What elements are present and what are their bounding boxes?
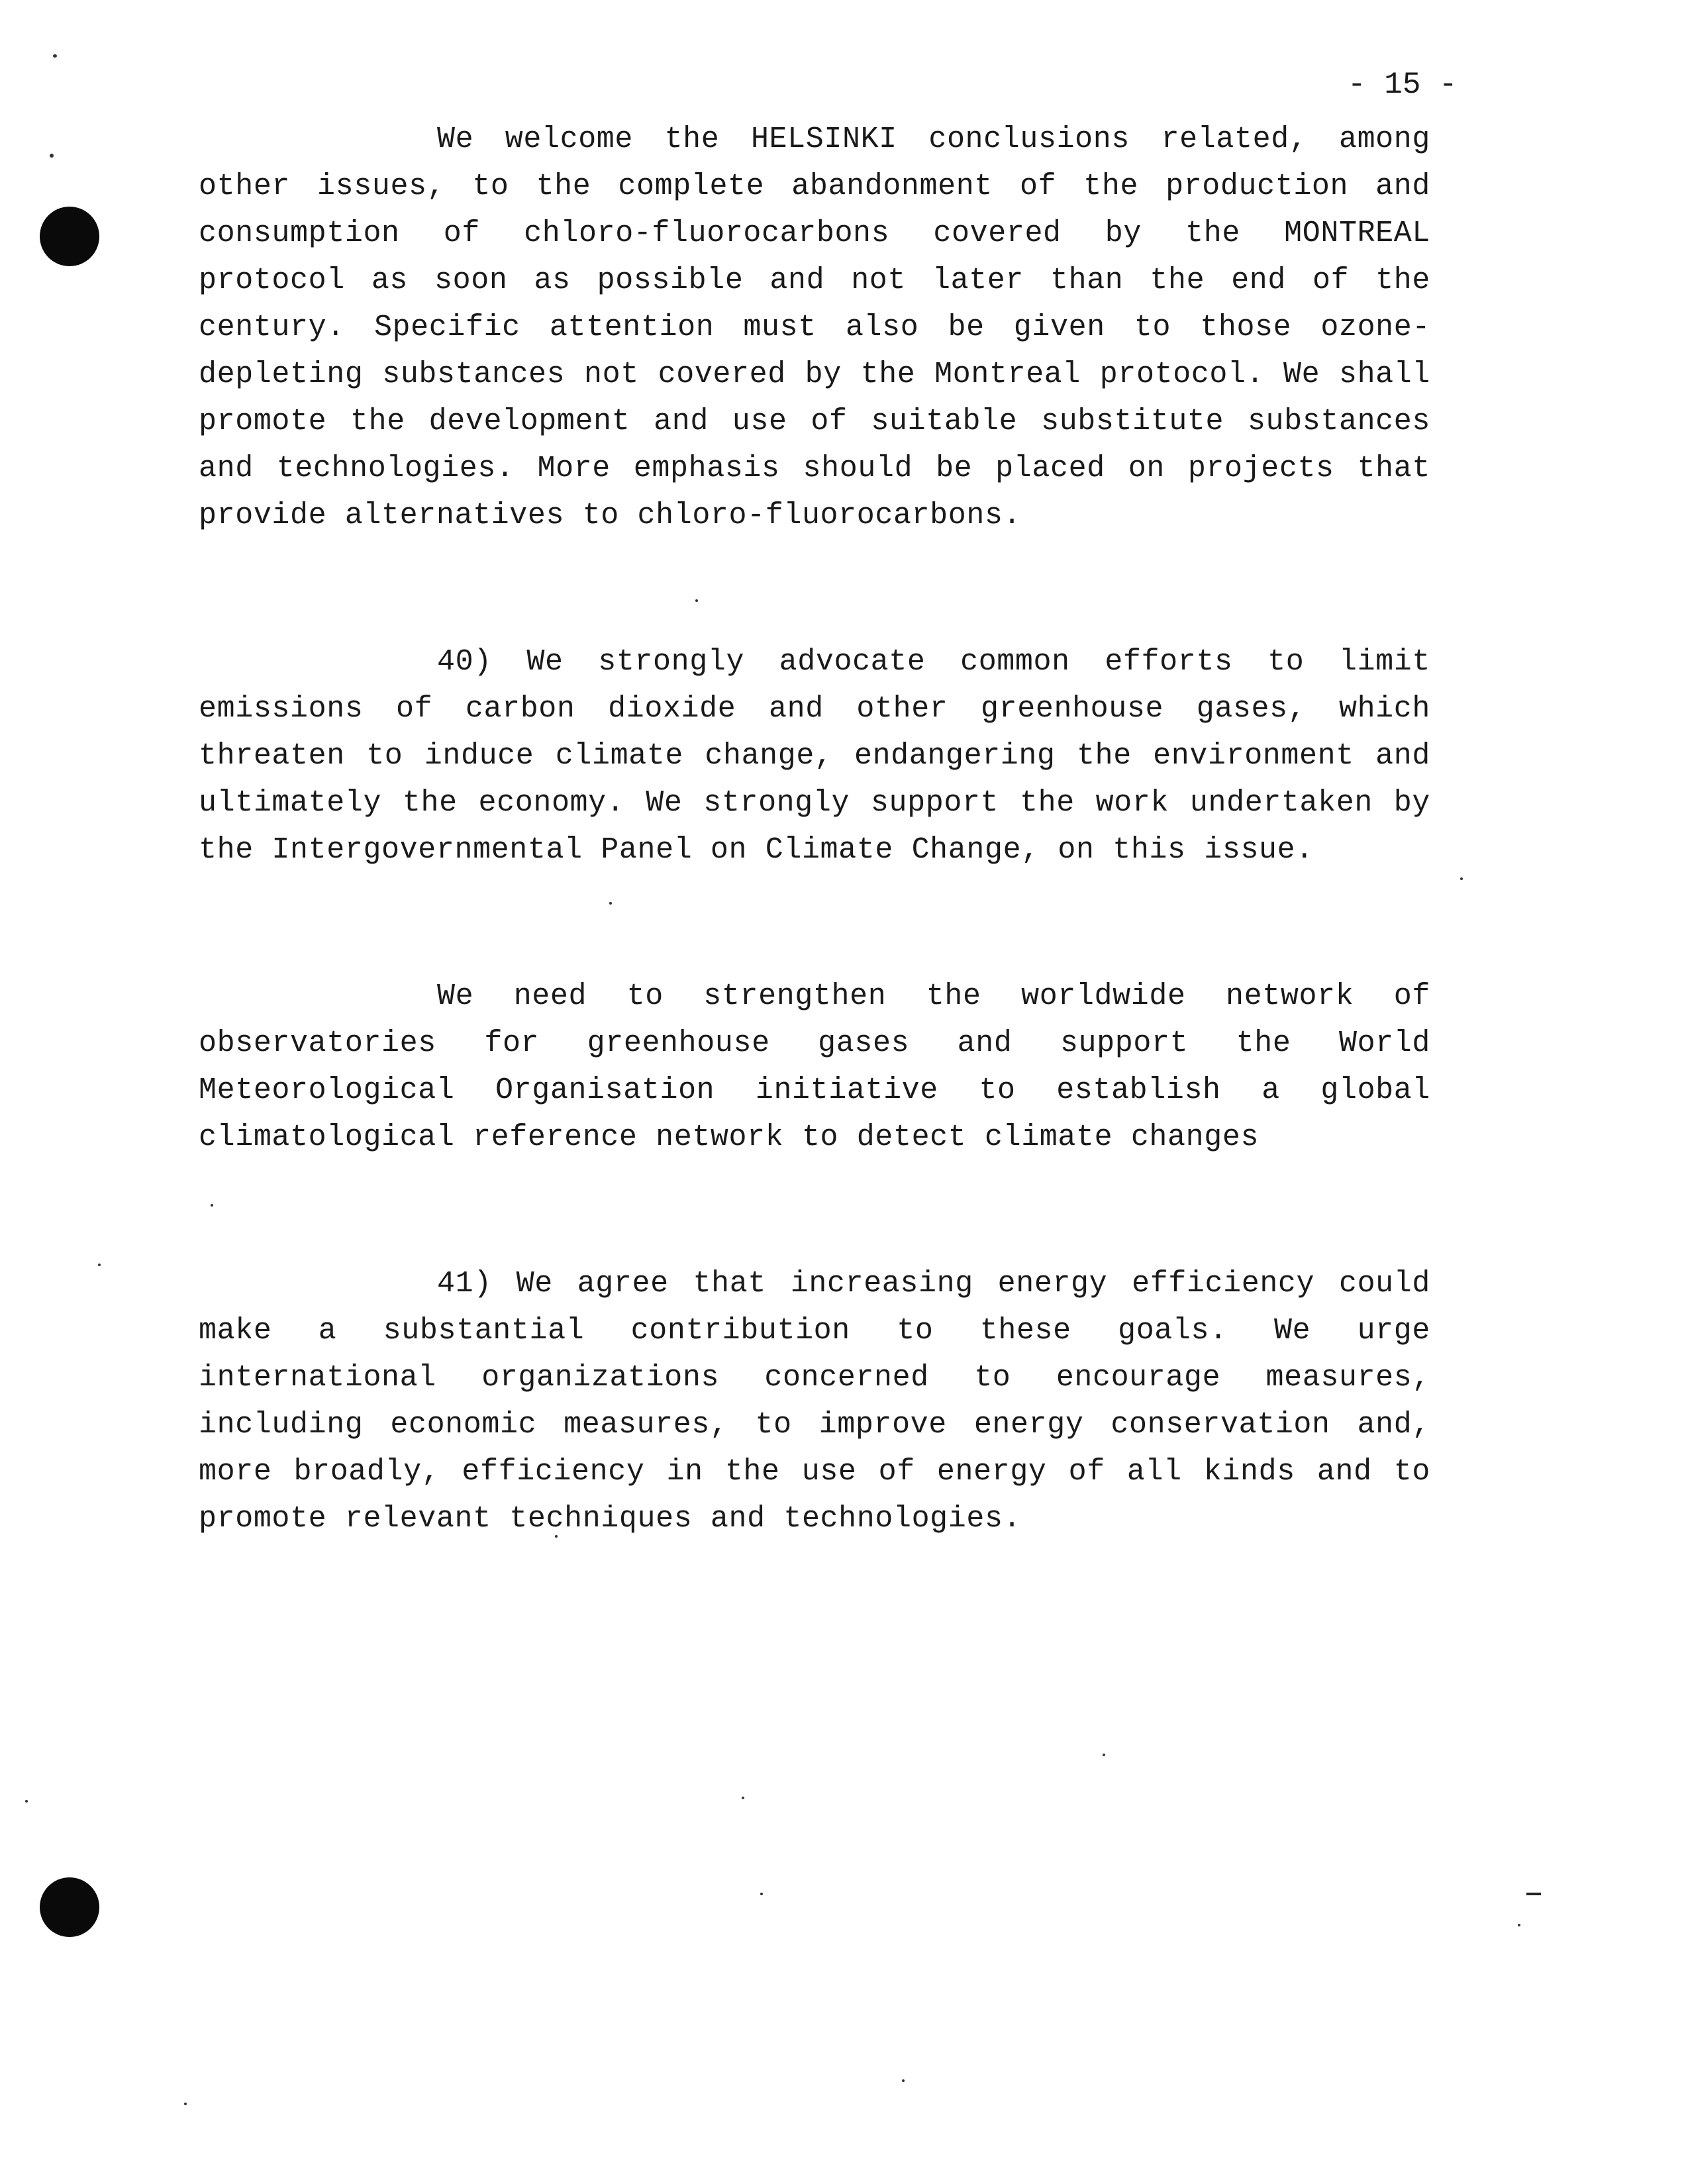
- scan-speck: [50, 154, 54, 158]
- scan-speck: [25, 1800, 28, 1803]
- scan-speck: [184, 2103, 187, 2105]
- paragraph-ozone: We welcome the HELSINKI conclusions related, among other issues, to the complete abandonment of the production and consumption of chloro-fluorocarbons covered by the MONTREAL protocol as soon as possible and not later than the end of the century. Specific attention must also be given to those ozone-depleting substances not covered by the Montreal protocol. We shall promote the development and use of suitable substitute substances and technologies. More emphasis should be placed on projects that provide alternatives to chloro-fluorocarbons.: [199, 123, 1430, 532]
- paragraph-40-greenhouse-gases: 40) We strongly advocate common efforts to limit emissions of carbon dioxide and other greenhouse gases, which threaten to induce climate change, endangering the environment and ultimately the economy. We strongly support the work undertaken by the Intergovernmental Panel on Climate Change, on this issue.: [199, 645, 1430, 867]
- document-body: [199, 116, 1430, 1542]
- punch-hole-top: [40, 207, 99, 266]
- punch-hole-bottom: [40, 1877, 99, 1937]
- scan-speck: [760, 1893, 763, 1895]
- scan-speck: [1518, 1924, 1520, 1926]
- scan-dash-mark: [1526, 1893, 1541, 1895]
- scan-speck: [902, 2079, 905, 2082]
- scan-speck: [53, 54, 57, 58]
- scan-speck: [98, 1264, 101, 1266]
- scan-speck: [1460, 877, 1463, 880]
- scan-speck: [1103, 1754, 1105, 1756]
- paragraph-observatories: We need to strengthen the worldwide network of observatories for greenhouse gases and support the World Meteorological Organisation initiative to establish a global climatological reference network to detect climate changes: [199, 979, 1430, 1154]
- page-number: - 15 -: [1348, 68, 1458, 102]
- scan-speck: [742, 1797, 744, 1799]
- paragraph-41-energy-efficiency: 41) We agree that increasing energy efficiency could make a substantial contribution to these goals. We urge international organizations concerned to encourage measures, including economic measures, to improve energy conservation and, more broadly, efficiency in the use of energy of all kinds and to promote relevant techniques and technologies.: [199, 1267, 1430, 1536]
